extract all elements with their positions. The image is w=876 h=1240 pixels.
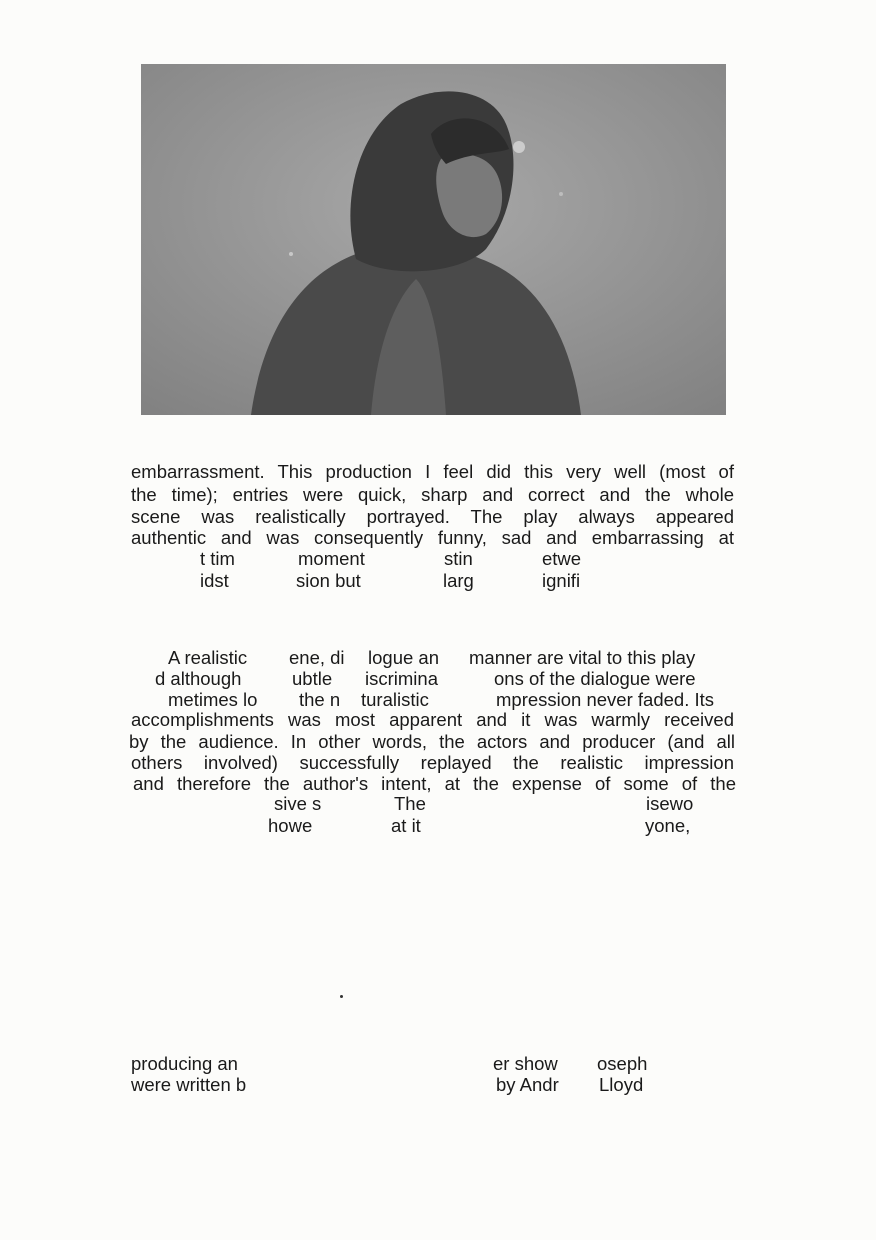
para2-fragment: ubtle xyxy=(292,668,333,689)
para1-fragment: etwe xyxy=(542,548,582,569)
para1-fragment: t tim xyxy=(200,548,235,569)
para1-fragment: stin xyxy=(444,548,473,569)
ink-speck xyxy=(340,995,343,998)
para2-fragment: ene, di xyxy=(289,647,345,668)
para2-fragment: turalistic xyxy=(361,689,429,710)
para2-fragment: mpression never faded. Its xyxy=(496,689,714,710)
credit-fragment: Lloyd xyxy=(599,1074,644,1095)
portrait-photo xyxy=(141,64,726,415)
para1-line-2: the time); entries were quick, sharp and correct and the whole xyxy=(131,484,734,505)
para2-fragment: isewo xyxy=(646,793,694,814)
para2-fragment: d although xyxy=(155,668,242,689)
para2-fragment: sive s xyxy=(274,793,322,814)
para1-fragment: sion but xyxy=(296,570,361,591)
para2-fragment: metimes lo xyxy=(168,689,258,710)
para1-line-3: scene was realistically portrayed. The play always appeared xyxy=(131,506,734,527)
credit-fragment: were written b xyxy=(131,1074,247,1095)
para1-fragment: moment xyxy=(298,548,365,569)
para1-line-1: embarrassment. This production I feel did this very well (most of xyxy=(131,461,734,482)
credit-fragment: er show xyxy=(493,1053,558,1074)
para2-fragment: at it xyxy=(391,815,421,836)
para2-fragment: iscrimina xyxy=(365,668,438,689)
para1-fragment: idst xyxy=(200,570,229,591)
para2-fragment: logue an xyxy=(368,647,439,668)
para2-line: and therefore the author's intent, at the expense of some of the xyxy=(133,773,736,794)
para2-line: by the audience. In other words, the actors and producer (and all xyxy=(129,731,735,752)
para2-fragment: yone, xyxy=(645,815,691,836)
credit-fragment: producing an xyxy=(131,1053,238,1074)
para2-line: others involved) successfully replayed the realistic impression xyxy=(131,752,734,773)
para2-fragment: The xyxy=(394,793,426,814)
credit-fragment: by Andr xyxy=(496,1074,559,1095)
para1-fragment: larg xyxy=(443,570,474,591)
para1-fragment: ignifi xyxy=(542,570,581,591)
para2-fragment: manner are vital to this play xyxy=(469,647,696,668)
para2-fragment: A realistic xyxy=(168,647,248,668)
para2-fragment: ons of the dialogue were xyxy=(494,668,696,689)
para1-line-4: authentic and was consequently funny, sad and embarrassing at xyxy=(131,527,734,548)
para2-fragment: the n xyxy=(299,689,341,710)
para2-fragment: howe xyxy=(268,815,313,836)
credit-fragment: oseph xyxy=(597,1053,648,1074)
para2-line: accomplishments was most apparent and it was warmly received xyxy=(131,709,734,730)
